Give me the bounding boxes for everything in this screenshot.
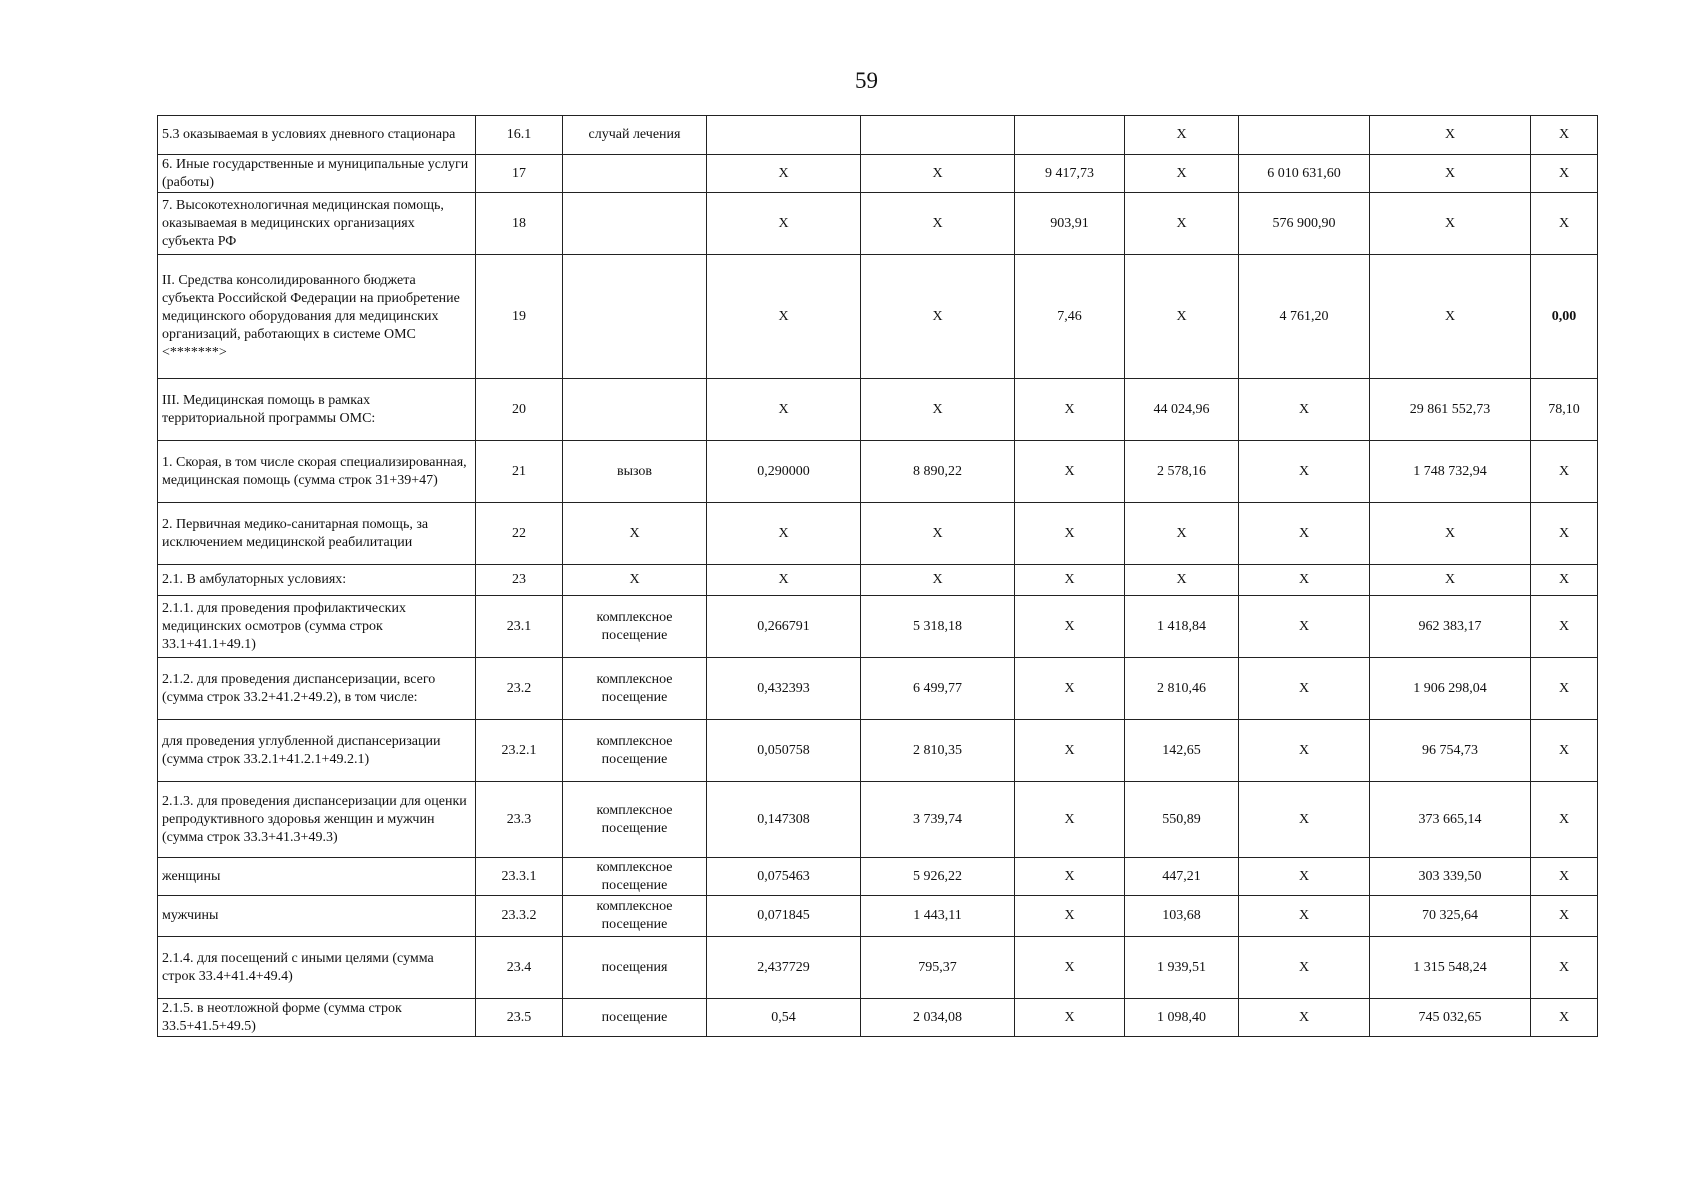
oms-cost-cell: 70 325,64 (1370, 896, 1531, 937)
budget-cost-cell: 6 010 631,60 (1239, 155, 1370, 193)
budget-cost-cell: X (1239, 379, 1370, 441)
row-name-cell: 5.3 оказываемая в условиях дневного стационара (158, 116, 476, 155)
budget-cost-cell: X (1239, 858, 1370, 896)
oms-per-capita-cell: X (1125, 565, 1239, 596)
row-number-cell: 23.3.2 (476, 896, 563, 937)
norm-cost-cell: 795,37 (861, 937, 1015, 999)
oms-per-capita-cell: 2 578,16 (1125, 441, 1239, 503)
norm-cost-cell: 5 318,18 (861, 596, 1015, 658)
budget-per-capita-cell: X (1015, 720, 1125, 782)
norm-volume-cell: X (707, 155, 861, 193)
budget-per-capita-cell: 7,46 (1015, 255, 1125, 379)
share-cell: X (1531, 999, 1598, 1037)
row-number-cell: 23.4 (476, 937, 563, 999)
row-name-cell: III. Медицинская помощь в рамках территориальной программы ОМС: (158, 379, 476, 441)
budget-per-capita-cell: X (1015, 658, 1125, 720)
norm-volume-cell (707, 116, 861, 155)
norm-cost-cell: 5 926,22 (861, 858, 1015, 896)
budget-cost-cell: X (1239, 441, 1370, 503)
norm-cost-cell: 2 034,08 (861, 999, 1015, 1037)
norm-cost-cell: X (861, 193, 1015, 255)
table-row (158, 255, 1598, 379)
norm-cost-cell: 8 890,22 (861, 441, 1015, 503)
norm-volume-cell: 0,432393 (707, 658, 861, 720)
norm-cost-cell (861, 116, 1015, 155)
budget-cost-cell: X (1239, 999, 1370, 1037)
oms-per-capita-cell: X (1125, 193, 1239, 255)
unit-cell (563, 379, 707, 441)
unit-cell: комплексное посещение (563, 858, 707, 896)
norm-volume-cell: 0,266791 (707, 596, 861, 658)
table-row (158, 155, 1598, 193)
norm-cost-cell: X (861, 503, 1015, 565)
unit-cell: вызов (563, 441, 707, 503)
budget-cost-cell: X (1239, 720, 1370, 782)
share-cell: X (1531, 782, 1598, 858)
share-cell: X (1531, 658, 1598, 720)
budget-cost-cell (1239, 116, 1370, 155)
row-number-cell: 19 (476, 255, 563, 379)
table-row (158, 782, 1598, 858)
row-number-cell: 17 (476, 155, 563, 193)
table-row (158, 937, 1598, 999)
oms-per-capita-cell: 1 418,84 (1125, 596, 1239, 658)
row-name-cell: II. Средства консолидированного бюджета субъекта Российской Федерации на приобретение медицинского оборудования для медицинских организаций, работающих в системе ОМС <*******> (158, 255, 476, 379)
row-number-cell: 23.1 (476, 596, 563, 658)
oms-per-capita-cell: X (1125, 503, 1239, 565)
row-name-cell: 2.1.4. для посещений с иными целями (сумма строк 33.4+41.4+49.4) (158, 937, 476, 999)
budget-cost-cell: 4 761,20 (1239, 255, 1370, 379)
oms-cost-cell: X (1370, 255, 1531, 379)
oms-cost-cell: 1 315 548,24 (1370, 937, 1531, 999)
oms-cost-cell: X (1370, 116, 1531, 155)
table-row (158, 193, 1598, 255)
norm-volume-cell: X (707, 379, 861, 441)
share-cell: X (1531, 565, 1598, 596)
share-cell: X (1531, 193, 1598, 255)
oms-cost-cell: X (1370, 565, 1531, 596)
row-name-cell: 2.1.3. для проведения диспансеризации для оценки репродуктивного здоровья женщин и мужчин (сумма строк 33.3+41.3+49.3) (158, 782, 476, 858)
table-row (158, 858, 1598, 896)
table-row (158, 503, 1598, 565)
budget-per-capita-cell: X (1015, 896, 1125, 937)
unit-cell: комплексное посещение (563, 896, 707, 937)
oms-cost-cell: 745 032,65 (1370, 999, 1531, 1037)
budget-per-capita-cell: X (1015, 782, 1125, 858)
unit-cell: комплексное посещение (563, 782, 707, 858)
row-name-cell: 2. Первичная медико-санитарная помощь, за исключением медицинской реабилитации (158, 503, 476, 565)
unit-cell: посещение (563, 999, 707, 1037)
row-name-cell: женщины (158, 858, 476, 896)
row-number-cell: 23.2 (476, 658, 563, 720)
norm-volume-cell: 2,437729 (707, 937, 861, 999)
budget-per-capita-cell: X (1015, 937, 1125, 999)
budget-cost-cell: X (1239, 896, 1370, 937)
row-number-cell: 23.5 (476, 999, 563, 1037)
oms-per-capita-cell: X (1125, 255, 1239, 379)
table-row (158, 116, 1598, 155)
unit-cell: комплексное посещение (563, 596, 707, 658)
norm-volume-cell: X (707, 503, 861, 565)
table-body (158, 116, 1598, 1037)
unit-cell: комплексное посещение (563, 720, 707, 782)
budget-cost-cell: X (1239, 782, 1370, 858)
unit-cell: комплексное посещение (563, 658, 707, 720)
row-number-cell: 23.3.1 (476, 858, 563, 896)
budget-per-capita-cell: 903,91 (1015, 193, 1125, 255)
unit-cell: X (563, 503, 707, 565)
norm-volume-cell: 0,290000 (707, 441, 861, 503)
oms-cost-cell: 1 906 298,04 (1370, 658, 1531, 720)
share-cell: X (1531, 503, 1598, 565)
table-row (158, 658, 1598, 720)
share-cell: X (1531, 441, 1598, 503)
row-number-cell: 20 (476, 379, 563, 441)
unit-cell: случай лечения (563, 116, 707, 155)
table-row (158, 896, 1598, 937)
norm-volume-cell: 0,147308 (707, 782, 861, 858)
norm-volume-cell: 0,075463 (707, 858, 861, 896)
budget-per-capita-cell: X (1015, 441, 1125, 503)
norm-volume-cell: 0,050758 (707, 720, 861, 782)
oms-cost-cell: 303 339,50 (1370, 858, 1531, 896)
budget-cost-cell: X (1239, 937, 1370, 999)
row-number-cell: 21 (476, 441, 563, 503)
budget-per-capita-cell: X (1015, 596, 1125, 658)
budget-per-capita-cell: X (1015, 503, 1125, 565)
row-name-cell: 6. Иные государственные и муниципальные услуги (работы) (158, 155, 476, 193)
row-name-cell: 2.1.1. для проведения профилактических медицинских осмотров (сумма строк 33.1+41.1+49.1) (158, 596, 476, 658)
norm-cost-cell: 6 499,77 (861, 658, 1015, 720)
budget-per-capita-cell: X (1015, 858, 1125, 896)
oms-per-capita-cell: X (1125, 155, 1239, 193)
oms-per-capita-cell: 44 024,96 (1125, 379, 1239, 441)
oms-cost-cell: X (1370, 503, 1531, 565)
row-number-cell: 23.2.1 (476, 720, 563, 782)
oms-cost-cell: 373 665,14 (1370, 782, 1531, 858)
oms-per-capita-cell: 103,68 (1125, 896, 1239, 937)
norm-volume-cell: X (707, 565, 861, 596)
row-name-cell: для проведения углубленной диспансеризации (сумма строк 33.2.1+41.2.1+49.2.1) (158, 720, 476, 782)
oms-per-capita-cell: 550,89 (1125, 782, 1239, 858)
row-number-cell: 23.3 (476, 782, 563, 858)
norm-cost-cell: X (861, 155, 1015, 193)
row-name-cell: 7. Высокотехнологичная медицинская помощь, оказываемая в медицинских организациях субъекта РФ (158, 193, 476, 255)
norm-cost-cell: 1 443,11 (861, 896, 1015, 937)
share-cell: X (1531, 896, 1598, 937)
unit-cell: X (563, 565, 707, 596)
oms-per-capita-cell: 1 939,51 (1125, 937, 1239, 999)
oms-cost-cell: 962 383,17 (1370, 596, 1531, 658)
share-cell: 78,10 (1531, 379, 1598, 441)
norm-cost-cell: X (861, 565, 1015, 596)
share-cell: X (1531, 937, 1598, 999)
table-row (158, 720, 1598, 782)
oms-per-capita-cell: 142,65 (1125, 720, 1239, 782)
row-name-cell: 2.1.2. для проведения диспансеризации, всего (сумма строк 33.2+41.2+49.2), в том числе: (158, 658, 476, 720)
unit-cell (563, 155, 707, 193)
table-row (158, 565, 1598, 596)
budget-cost-cell: X (1239, 596, 1370, 658)
budget-per-capita-cell: X (1015, 999, 1125, 1037)
norm-volume-cell: 0,54 (707, 999, 861, 1037)
page-number: 59 (855, 68, 878, 93)
norm-cost-cell: 3 739,74 (861, 782, 1015, 858)
budget-per-capita-cell: X (1015, 565, 1125, 596)
budget-cost-cell: X (1239, 658, 1370, 720)
unit-cell: посещения (563, 937, 707, 999)
budget-cost-cell: X (1239, 503, 1370, 565)
oms-cost-cell: 96 754,73 (1370, 720, 1531, 782)
oms-per-capita-cell: 2 810,46 (1125, 658, 1239, 720)
norm-cost-cell: X (861, 379, 1015, 441)
budget-per-capita-cell: X (1015, 379, 1125, 441)
table-row (158, 441, 1598, 503)
budget-cost-cell: X (1239, 565, 1370, 596)
norm-volume-cell: X (707, 193, 861, 255)
norm-cost-cell: X (861, 255, 1015, 379)
table-row (158, 999, 1598, 1037)
unit-cell (563, 193, 707, 255)
row-number-cell: 16.1 (476, 116, 563, 155)
row-number-cell: 18 (476, 193, 563, 255)
share-cell: 0,00 (1531, 255, 1598, 379)
oms-cost-cell: X (1370, 193, 1531, 255)
share-cell: X (1531, 155, 1598, 193)
row-number-cell: 23 (476, 565, 563, 596)
unit-cell (563, 255, 707, 379)
row-name-cell: 2.1.5. в неотложной форме (сумма строк 33.5+41.5+49.5) (158, 999, 476, 1037)
norm-volume-cell: X (707, 255, 861, 379)
financing-table (157, 115, 1598, 1037)
share-cell: X (1531, 720, 1598, 782)
norm-volume-cell: 0,071845 (707, 896, 861, 937)
budget-per-capita-cell (1015, 116, 1125, 155)
share-cell: X (1531, 116, 1598, 155)
row-name-cell: 2.1. В амбулаторных условиях: (158, 565, 476, 596)
oms-per-capita-cell: 447,21 (1125, 858, 1239, 896)
row-number-cell: 22 (476, 503, 563, 565)
row-name-cell: мужчины (158, 896, 476, 937)
oms-cost-cell: 1 748 732,94 (1370, 441, 1531, 503)
table-row (158, 596, 1598, 658)
oms-per-capita-cell: X (1125, 116, 1239, 155)
budget-cost-cell: 576 900,90 (1239, 193, 1370, 255)
share-cell: X (1531, 596, 1598, 658)
table-row (158, 379, 1598, 441)
row-name-cell: 1. Скорая, в том числе скорая специализированная, медицинская помощь (сумма строк 31+39+47) (158, 441, 476, 503)
oms-cost-cell: 29 861 552,73 (1370, 379, 1531, 441)
oms-per-capita-cell: 1 098,40 (1125, 999, 1239, 1037)
oms-cost-cell: X (1370, 155, 1531, 193)
budget-per-capita-cell: 9 417,73 (1015, 155, 1125, 193)
norm-cost-cell: 2 810,35 (861, 720, 1015, 782)
share-cell: X (1531, 858, 1598, 896)
